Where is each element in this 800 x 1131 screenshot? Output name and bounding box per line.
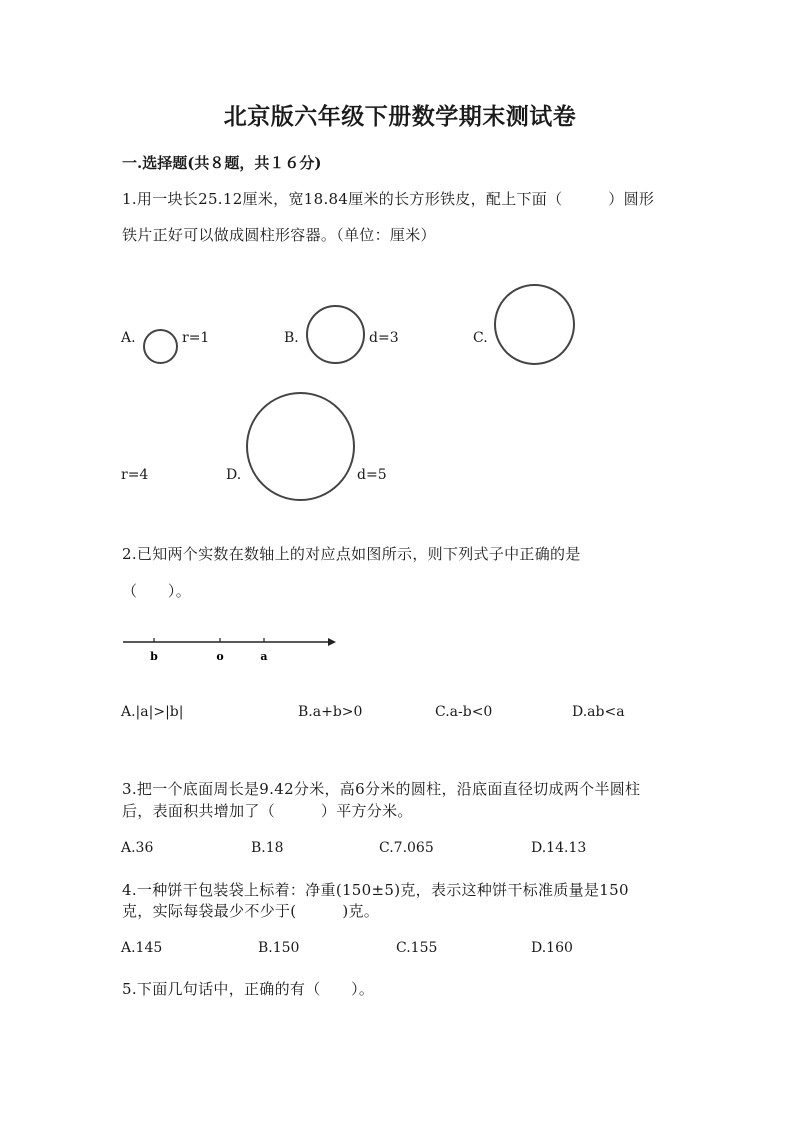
q3-line1: 3.把一个底面周长是9.42分米，高6分米的圆柱，沿底面直径切成两个半圆柱 xyxy=(122,780,641,798)
q2-line2: （ ）。 xyxy=(122,582,192,600)
q1-option-a-circle xyxy=(143,329,178,364)
page-title: 北京版六年级下册数学期末测试卷 xyxy=(223,103,577,130)
q3-option-b[interactable]: B.18 xyxy=(251,840,284,856)
axis-label-o: o xyxy=(216,650,224,663)
q1-option-a-label[interactable]: A. xyxy=(121,330,136,346)
q1-option-d-measure: d=5 xyxy=(357,467,387,483)
q1-option-b-measure: d=3 xyxy=(369,330,399,346)
q3-line2: 后，表面积共增加了（ ）平方分米。 xyxy=(122,802,413,820)
q1-option-d-circle xyxy=(246,392,355,501)
q2-option-b[interactable]: B.a+b>0 xyxy=(298,704,363,720)
q1-option-c-circle xyxy=(494,284,575,365)
q2-option-a[interactable]: A.|a|>|b| xyxy=(121,704,184,720)
q3-option-c[interactable]: C.7.065 xyxy=(379,840,434,856)
q1-option-c-measure: r=4 xyxy=(121,467,149,483)
q4-option-c[interactable]: C.155 xyxy=(396,940,438,956)
axis-label-a: a xyxy=(260,650,268,663)
q5-line1: 5.下面几句话中，正确的有（ ）。 xyxy=(122,980,375,998)
q3-option-a[interactable]: A.36 xyxy=(121,840,154,856)
q1-option-b-circle xyxy=(306,305,365,364)
q1-line1: 1.用一块长25.12厘米，宽18.84厘米的长方形铁皮，配上下面（ ）圆形 xyxy=(122,190,655,208)
q1-option-c-label[interactable]: C. xyxy=(473,330,488,346)
q1-option-b-label[interactable]: B. xyxy=(284,330,299,346)
q2-option-d[interactable]: D.ab<a xyxy=(572,704,625,720)
axis-label-b: b xyxy=(150,650,158,663)
section-heading: 一.选择题(共８题，共１６分) xyxy=(122,154,322,172)
q2-option-c[interactable]: C.a-b<0 xyxy=(435,704,493,720)
q1-option-a-measure: r=1 xyxy=(182,330,210,346)
q1-option-d-label[interactable]: D. xyxy=(226,467,242,483)
q2-line1: 2.已知两个实数在数轴上的对应点如图所示，则下列式子中正确的是 xyxy=(122,545,581,563)
q4-option-a[interactable]: A.145 xyxy=(121,940,163,956)
q3-option-d[interactable]: D.14.13 xyxy=(531,840,587,856)
q4-line2: 克，实际每袋最少不少于( )克。 xyxy=(122,902,380,920)
q4-option-b[interactable]: B.150 xyxy=(258,940,300,956)
number-line xyxy=(118,630,340,670)
q1-line2: 铁片正好可以做成圆柱形容器。（单位：厘米） xyxy=(122,226,436,244)
q4-option-d[interactable]: D.160 xyxy=(531,940,573,956)
number-line-arrow xyxy=(328,638,336,646)
q4-line1: 4.一种饼干包装袋上标着：净重(150±5)克，表示这种饼干标准质量是150 xyxy=(122,881,629,899)
